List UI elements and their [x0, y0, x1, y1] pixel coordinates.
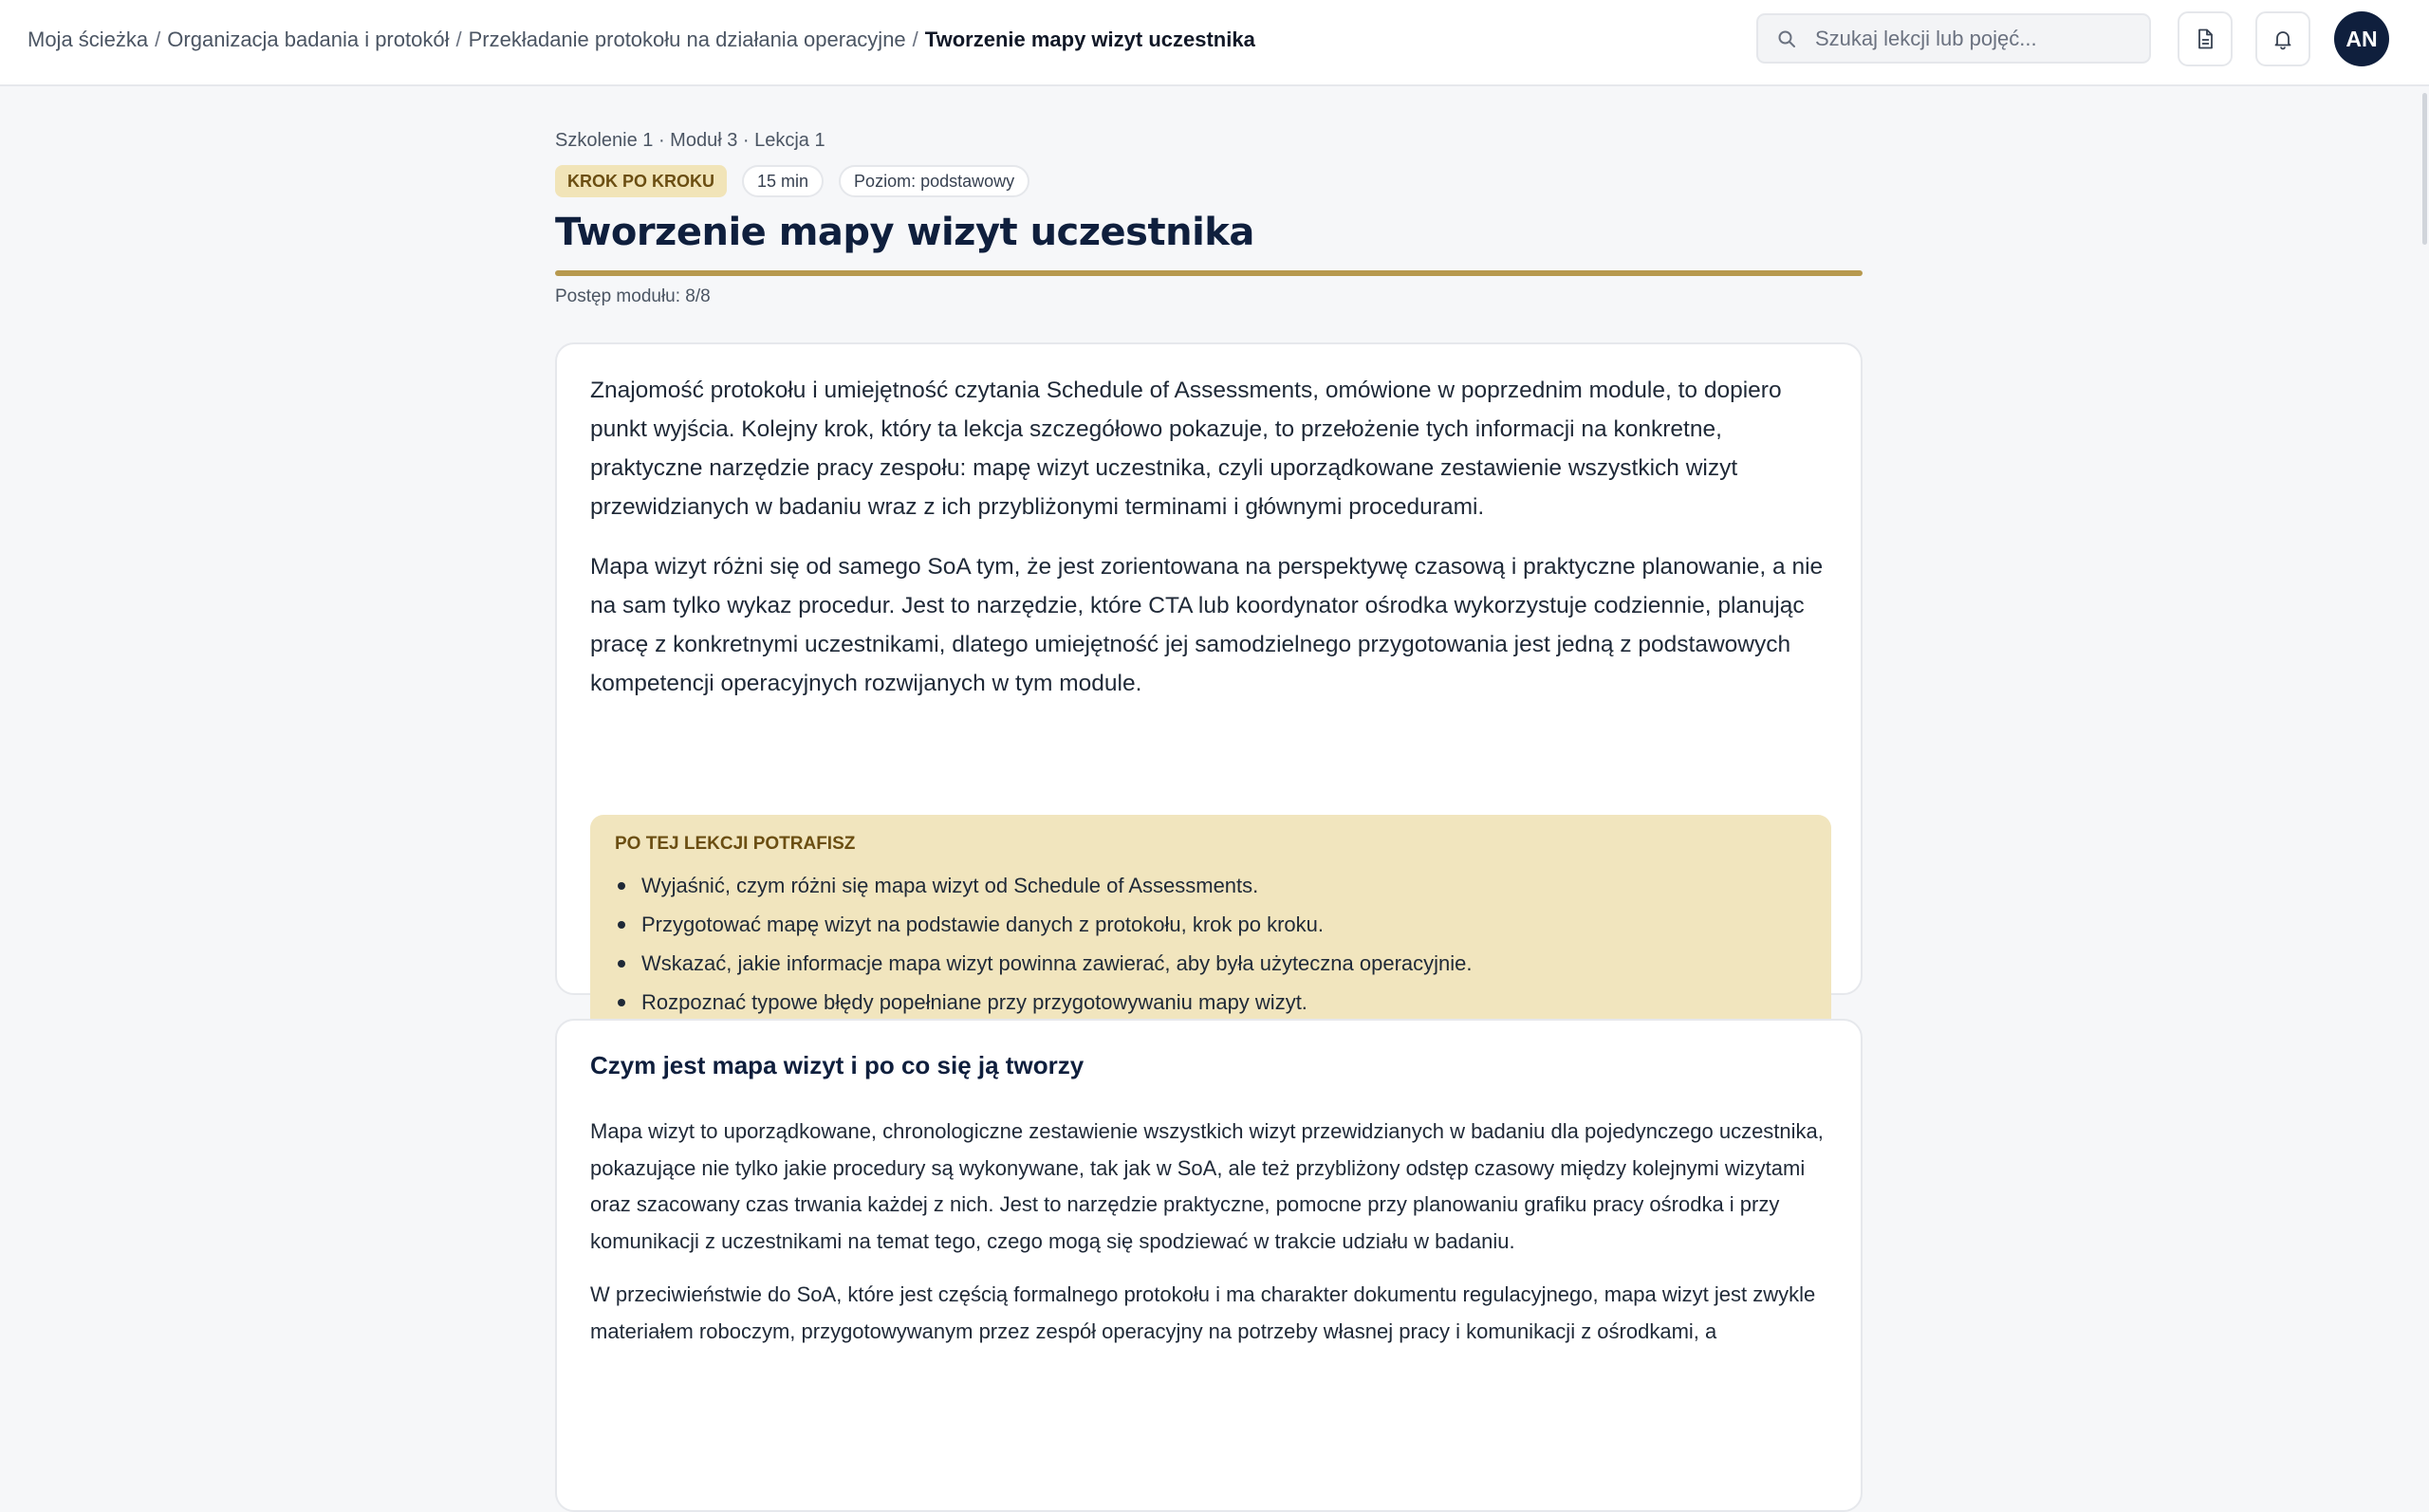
breadcrumb-item-my-path[interactable]: Moja ścieżka [28, 28, 149, 51]
section-title: Czym jest mapa wizyt i po co się ją tworzy [590, 1051, 1085, 1079]
breadcrumb-current: Tworzenie mapy wizyt uczestnika [924, 28, 1255, 51]
top-bar [0, 0, 2429, 86]
document-icon [2194, 28, 2216, 50]
module-progress: Postęp modułu: 8/8 [555, 286, 711, 306]
lesson-meta: Szkolenie 1 · Moduł 3 · Lekcja 1 [555, 130, 825, 151]
breadcrumb [28, 27, 1255, 53]
learning-goal-item: Wskazać, jakie informacje mapa wizyt powinna zawierać, aby była użyteczna operacyjnie. [615, 944, 1473, 983]
search-icon [1777, 29, 1796, 48]
breadcrumb-separator: / [455, 28, 462, 51]
learning-goals-title: PO TEJ LEKCJI POTRAFISZ [615, 834, 856, 854]
intro-paragraph: Mapa wizyt różni się od samego SoA tym, że jest zorientowana na perspektywę czasową i praktyczne planowanie, a nie na sam tylko wykaz procedur. Jest to narzędzie, które CTA lub koordynator ośrodka wykorzystuje codziennie, planując pracę z konkretnymi uczestnikami, dlatego umiejętność jej samodzielnego przygotowania jest jedną z podstawowych kompetencji operacyjnych rozwijanych w tym module. [590, 554, 1824, 696]
user-avatar[interactable]: AN [2334, 11, 2389, 66]
learning-goal-item: Rozpoznać typowe błędy popełniane przy przygotowywaniu mapy wizyt. [615, 983, 1473, 1022]
learning-goal-item: Wyjaśnić, czym różni się mapa wizyt od Schedule of Assessments. [615, 866, 1473, 905]
intro-paragraph: Znajomość protokołu i umiejętność czytania Schedule of Assessments, omówione w poprzednim module, to dopiero punkt wyjścia. Kolejny krok, który ta lekcja szczegółowo pokazuje, to przełożenie tych informacji na konkretne, praktyczne narzędzie pracy zespołu: mapę wizyt uczestnika, czyli uporządkowane zestawienie wszystkich wizyt przewidzianych w badaniu wraz z ich przybliżonymi terminami i głównymi procedurami. [590, 378, 1782, 520]
breadcrumb-item-organization[interactable]: Organizacja badania i protokół [167, 28, 450, 51]
intro-card [555, 342, 1863, 1014]
page-title: Tworzenie mapy wizyt uczestnika [555, 211, 1254, 254]
level-badge: Poziom: podstawowy [839, 165, 1029, 197]
section-paragraph: Mapa wizyt to uporządkowane, chronologiczne zestawienie wszystkich wizyt przewidzianych w badaniu dla pojedynczego uczestnika, pokazujące nie tylko jakie procedury są wykonywane, tak jak w SoA, ale też przybliżony odstęp czasowy między kolejnymi wizytami oraz szacowany czas trwania każdej z nich. Jest to narzędzie praktyczne, pomocne przy planowaniu grafiku pracy ośrodka i przy komunikacji z uczestnikami na temat tego, czego mogą się spodziewać w trakcie udziału w badaniu. [590, 1119, 1824, 1253]
search-input[interactable] [1813, 15, 2136, 62]
section-card [555, 1019, 1863, 1512]
learning-goals-list [615, 866, 1473, 1022]
search-box[interactable] [1756, 13, 2151, 64]
bell-icon [2271, 28, 2294, 50]
title-underline [555, 270, 1863, 276]
section-paragraph: W przeciwieństwie do SoA, które jest częścią formalnego protokołu i ma charakter dokumentu regulacyjnego, mapa wizyt jest zwykle materiałem roboczym, przygotowywanym przez zespół operacyjny na potrzeby własnej pracy i komunikacji z ośrodkami, a [590, 1282, 1816, 1343]
lesson-type-badge: KROK PO KROKU [555, 165, 727, 197]
breadcrumb-separator: / [912, 28, 918, 51]
scrollbar-thumb[interactable] [2422, 93, 2427, 245]
learning-goals-box [590, 815, 1831, 1037]
lesson-tags [555, 165, 1029, 197]
notes-button[interactable] [2178, 11, 2233, 66]
duration-badge: 15 min [742, 165, 824, 197]
breadcrumb-item-protocol-operations[interactable]: Przekładanie protokołu na działania operacyjne [468, 28, 906, 51]
learning-goal-item: Przygotować mapę wizyt na podstawie danych z protokołu, krok po kroku. [615, 905, 1473, 944]
notifications-button[interactable] [2255, 11, 2310, 66]
breadcrumb-separator: / [155, 28, 161, 51]
